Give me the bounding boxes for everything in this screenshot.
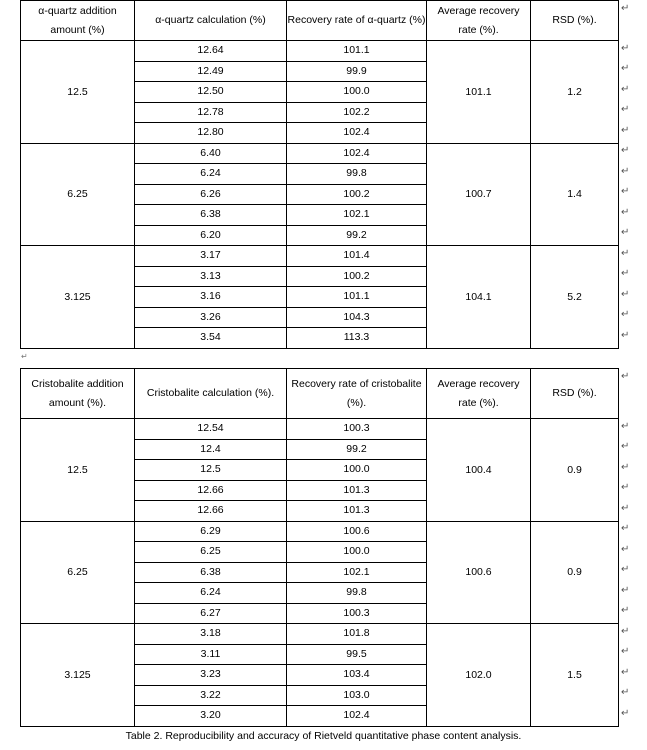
recovery-cell: 101.3	[287, 501, 427, 522]
calculation-cell: 3.22	[135, 685, 287, 706]
recovery-cell: 99.2	[287, 439, 427, 460]
row-end-mark-icon: ↵	[621, 625, 630, 637]
row-end-mark-icon: ↵	[621, 124, 630, 136]
header-rsd: RSD (%).	[531, 1, 619, 41]
calculation-cell: 6.24	[135, 583, 287, 604]
average-recovery-cell: 100.4	[427, 419, 531, 522]
recovery-cell: 99.8	[287, 583, 427, 604]
calculation-cell: 6.38	[135, 562, 287, 583]
table-row	[21, 41, 619, 62]
recovery-cell: 102.4	[287, 706, 427, 727]
table-row	[21, 521, 619, 542]
row-end-mark-icon: ↵	[621, 666, 630, 678]
recovery-cell: 101.1	[287, 41, 427, 62]
recovery-cell: 99.9	[287, 61, 427, 82]
row-end-mark-icon: ↵	[621, 309, 630, 320]
table-body	[21, 41, 619, 349]
recovery-cell: 100.3	[287, 603, 427, 624]
recovery-cell: 99.8	[287, 164, 427, 185]
header-calculation: Cristobalite calculation (%).	[135, 369, 287, 419]
table-row	[21, 246, 619, 267]
addition-amount-cell: 12.5	[21, 41, 135, 144]
average-recovery-cell: 100.7	[427, 143, 531, 246]
row-end-mark-icon: ↵	[621, 543, 630, 555]
recovery-cell: 100.0	[287, 460, 427, 481]
calculation-cell: 3.16	[135, 287, 287, 308]
addition-amount-cell: 3.125	[21, 246, 135, 349]
header-rsd: RSD (%).	[531, 369, 619, 419]
rsd-cell: 1.5	[531, 624, 619, 727]
table-row	[21, 624, 619, 645]
recovery-cell: 100.6	[287, 521, 427, 542]
calculation-cell: 12.49	[135, 61, 287, 82]
recovery-cell: 100.0	[287, 82, 427, 103]
calculation-cell: 6.20	[135, 225, 287, 246]
cristobalite-recovery-table	[20, 368, 619, 727]
recovery-cell: 103.0	[287, 685, 427, 706]
row-end-mark-icon: ↵	[621, 441, 630, 452]
row-end-mark-icon: ↵	[621, 206, 630, 218]
calculation-cell: 12.66	[135, 501, 287, 522]
row-end-mark-icon: ↵	[621, 2, 630, 14]
recovery-cell: 101.4	[287, 246, 427, 267]
calculation-cell: 3.20	[135, 706, 287, 727]
recovery-cell: 102.1	[287, 205, 427, 226]
table-header	[21, 369, 619, 419]
row-end-mark-icon: ↵	[621, 63, 630, 74]
average-recovery-cell: 102.0	[427, 624, 531, 727]
rsd-cell: 1.2	[531, 41, 619, 144]
calculation-cell: 12.4	[135, 439, 287, 460]
table-header	[21, 1, 619, 41]
row-end-mark-icon: ↵	[621, 646, 630, 657]
rsd-cell: 0.9	[531, 521, 619, 624]
calculation-cell: 3.18	[135, 624, 287, 645]
row-end-mark-icon: ↵	[621, 83, 630, 95]
calculation-cell: 12.5	[135, 460, 287, 481]
table-row	[21, 143, 619, 164]
row-end-mark-icon: ↵	[621, 165, 630, 177]
row-end-mark-icon: ↵	[621, 502, 630, 514]
row-end-mark-icon: ↵	[621, 461, 630, 473]
quartz-recovery-table	[20, 0, 619, 349]
calculation-cell: 6.26	[135, 184, 287, 205]
row-end-mark-icon: ↵	[621, 268, 630, 279]
recovery-cell: 101.1	[287, 287, 427, 308]
table-row	[21, 419, 619, 440]
row-end-mark-icon: ↵	[621, 523, 630, 534]
recovery-cell: 99.2	[287, 225, 427, 246]
calculation-cell: 6.29	[135, 521, 287, 542]
recovery-cell: 99.5	[287, 644, 427, 665]
addition-amount-cell: 6.25	[21, 143, 135, 246]
row-end-mark-icon: ↵	[621, 605, 630, 616]
table-body	[21, 419, 619, 727]
row-end-mark-icon: ↵	[621, 584, 630, 596]
row-end-mark-icon: ↵	[621, 227, 630, 238]
recovery-cell: 103.4	[287, 665, 427, 686]
recovery-cell: 102.1	[287, 562, 427, 583]
table-caption: Table 2. Reproducibility and accuracy of Rietveld quantitative phase content analysis.	[125, 730, 522, 742]
row-end-mark-icon: ↵	[621, 247, 630, 259]
row-end-mark-icon: ↵	[621, 687, 630, 698]
calculation-cell: 6.38	[135, 205, 287, 226]
calculation-cell: 3.11	[135, 644, 287, 665]
recovery-cell: 113.3	[287, 328, 427, 349]
recovery-cell: 100.0	[287, 542, 427, 563]
recovery-cell: 100.3	[287, 419, 427, 440]
paragraph-mark-icon: ↵	[21, 352, 28, 361]
calculation-cell: 12.80	[135, 123, 287, 144]
calculation-cell: 3.54	[135, 328, 287, 349]
calculation-cell: 6.27	[135, 603, 287, 624]
row-end-mark-icon: ↵	[621, 420, 630, 432]
calculation-cell: 3.23	[135, 665, 287, 686]
rsd-cell: 1.4	[531, 143, 619, 246]
row-end-mark-icon: ↵	[621, 707, 630, 719]
row-end-mark-icon: ↵	[621, 288, 630, 300]
calculation-cell: 12.50	[135, 82, 287, 103]
header-average-recovery: Average recovery rate (%).	[427, 1, 531, 41]
header-addition-amount: Cristobalite addition amount (%).	[21, 369, 135, 419]
average-recovery-cell: 101.1	[427, 41, 531, 144]
recovery-cell: 102.2	[287, 102, 427, 123]
addition-amount-cell: 3.125	[21, 624, 135, 727]
recovery-cell: 100.2	[287, 184, 427, 205]
calculation-cell: 3.13	[135, 266, 287, 287]
header-average-recovery: Average recovery rate (%).	[427, 369, 531, 419]
addition-amount-cell: 6.25	[21, 521, 135, 624]
header-calculation: α-quartz calculation (%)	[135, 1, 287, 41]
row-end-mark-icon: ↵	[621, 145, 630, 156]
rsd-cell: 5.2	[531, 246, 619, 349]
average-recovery-cell: 104.1	[427, 246, 531, 349]
header-addition-amount: α-quartz addition amount (%)	[21, 1, 135, 41]
calculation-cell: 12.78	[135, 102, 287, 123]
calculation-cell: 6.24	[135, 164, 287, 185]
recovery-cell: 102.4	[287, 123, 427, 144]
recovery-cell: 101.3	[287, 480, 427, 501]
recovery-cell: 104.3	[287, 307, 427, 328]
header-recovery-rate: Recovery rate of cristobalite (%).	[287, 369, 427, 419]
row-end-mark-icon: ↵	[621, 42, 630, 54]
row-end-mark-icon: ↵	[621, 482, 630, 493]
recovery-cell: 101.8	[287, 624, 427, 645]
row-end-mark-icon: ↵	[621, 564, 630, 575]
calculation-cell: 12.66	[135, 480, 287, 501]
average-recovery-cell: 100.6	[427, 521, 531, 624]
rsd-cell: 0.9	[531, 419, 619, 522]
addition-amount-cell: 12.5	[21, 419, 135, 522]
recovery-cell: 100.2	[287, 266, 427, 287]
header-recovery-rate: Recovery rate of α-quartz (%)	[287, 1, 427, 41]
row-end-mark-icon: ↵	[621, 329, 630, 341]
calculation-cell: 6.40	[135, 143, 287, 164]
row-end-mark-icon: ↵	[621, 186, 630, 197]
row-end-mark-icon: ↵	[621, 104, 630, 115]
row-end-mark-icon: ↵	[621, 370, 630, 382]
calculation-cell: 12.54	[135, 419, 287, 440]
calculation-cell: 12.64	[135, 41, 287, 62]
calculation-cell: 3.26	[135, 307, 287, 328]
calculation-cell: 6.25	[135, 542, 287, 563]
calculation-cell: 3.17	[135, 246, 287, 267]
recovery-cell: 102.4	[287, 143, 427, 164]
